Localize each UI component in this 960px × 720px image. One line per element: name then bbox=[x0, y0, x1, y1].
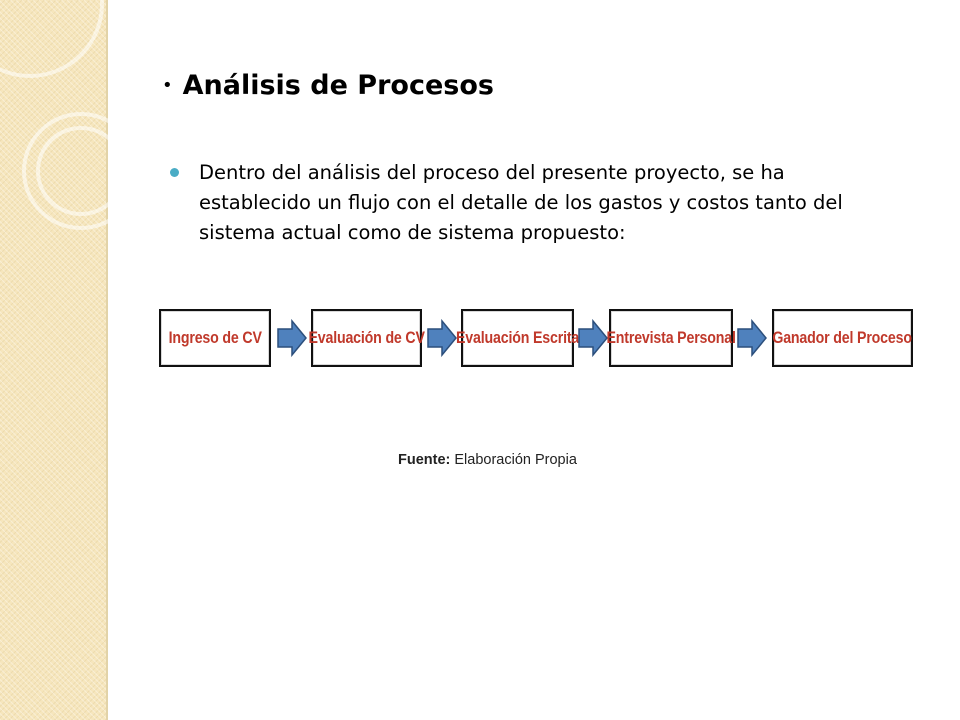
flow-arrow-icon bbox=[277, 318, 307, 358]
source-caption bbox=[398, 452, 577, 468]
flow-step-ingreso-cv bbox=[159, 309, 271, 367]
flow-step-evaluacion-cv bbox=[308, 309, 425, 367]
flow-step-label: Entrevista Personal bbox=[606, 328, 736, 347]
flow-step-ganador-proceso bbox=[772, 309, 913, 367]
flow-arrow-icon bbox=[578, 318, 608, 358]
decorative-ring bbox=[0, 0, 104, 78]
bullet-dot-icon bbox=[170, 168, 179, 177]
flow-arrow-icon bbox=[737, 318, 767, 358]
flow-step-evaluacion-escrita bbox=[455, 309, 580, 367]
paragraph-text: Dentro del análisis del proceso del presente proyecto, se ha establecido un flujo con el detalle de los gastos y costos tanto del sistema actual como de sistema propuesto: bbox=[199, 161, 843, 244]
flow-step-entrevista-personal bbox=[606, 309, 736, 367]
slide-title-row bbox=[162, 70, 494, 101]
decorative-ring bbox=[36, 126, 126, 216]
source-label: Fuente: bbox=[398, 452, 451, 468]
flow-step-label: Evaluación Escrita bbox=[455, 328, 580, 347]
slide-title: Análisis de Procesos bbox=[182, 70, 494, 101]
decorative-sidebar bbox=[0, 0, 108, 720]
source-text: Elaboración Propia bbox=[454, 452, 577, 468]
flow-step-label: Evaluación de CV bbox=[308, 328, 425, 347]
flow-arrow-icon bbox=[427, 318, 457, 358]
body-paragraph bbox=[170, 158, 890, 248]
flow-step-label: Ingreso de CV bbox=[168, 328, 262, 347]
flow-step-label: Ganador del Proceso bbox=[772, 328, 913, 347]
title-bullet: • bbox=[162, 75, 173, 96]
